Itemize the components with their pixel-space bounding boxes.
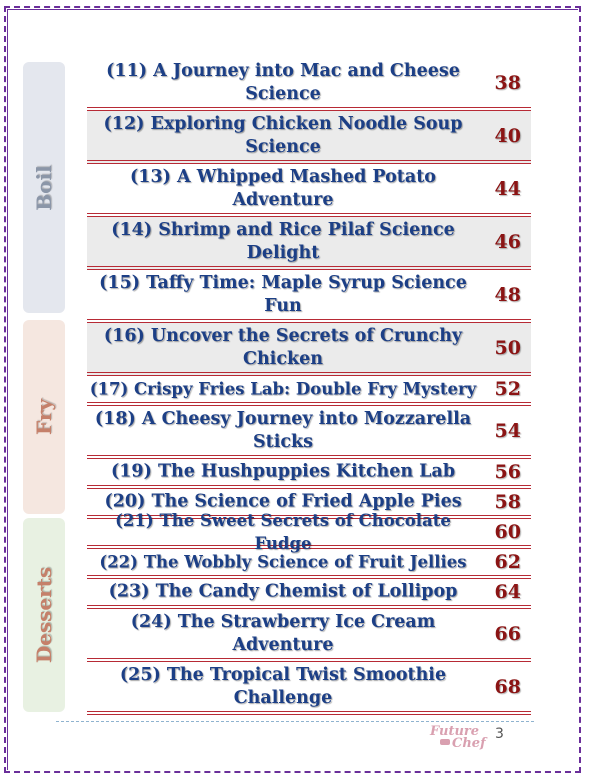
- toc-row[interactable]: [87, 323, 531, 376]
- toc-title: (17) Crispy Fries Lab: Double Fry Mystery: [89, 379, 477, 399]
- toc-title: (22) The Wobbly Science of Fruit Jellies: [99, 552, 467, 572]
- toc-page: 38: [494, 71, 521, 94]
- toc-page: 56: [494, 461, 521, 483]
- toc-page: 54: [494, 419, 521, 442]
- toc-page: 40: [494, 124, 521, 147]
- section-tab-boil: [23, 62, 65, 313]
- section-tab-fry: [23, 320, 65, 514]
- toc-page: 66: [494, 622, 521, 645]
- toc-title: (24) The Strawberry Ice Cream Adventure: [130, 611, 436, 655]
- toc-title: (14) Shrimp and Rice Pilaf Science Delight: [111, 219, 455, 263]
- toc-page: 46: [494, 230, 521, 253]
- section-tab-desserts: [23, 518, 65, 712]
- toc-page: 68: [494, 675, 521, 698]
- toc-title: (20) The Science of Fried Apple Pies: [104, 491, 462, 512]
- page-number: 3: [495, 726, 504, 742]
- toc-page: 58: [494, 491, 521, 513]
- section-label-desserts: Desserts: [32, 566, 56, 664]
- toc-title: (19) The Hushpuppies Kitchen Lab: [110, 461, 456, 482]
- toc-row[interactable]: [87, 376, 531, 406]
- toc-row[interactable]: [87, 549, 531, 579]
- toc-row[interactable]: [87, 609, 531, 662]
- toc-page: 48: [494, 283, 521, 306]
- chef-hat-icon: [440, 739, 450, 745]
- toc-title: (12) Exploring Chicken Noodle Soup Science: [103, 113, 463, 157]
- toc-page: 50: [494, 336, 521, 359]
- toc-title: (11) A Journey into Mac and Cheese Science: [106, 60, 460, 104]
- toc-row[interactable]: [87, 58, 531, 111]
- toc-title: (21) The Sweet Secrets of Chocolate Fudge: [115, 511, 451, 553]
- toc-title: (23) The Candy Chemist of Lollipop: [108, 581, 458, 602]
- section-label-boil: Boil: [32, 164, 56, 211]
- toc-page: 44: [494, 177, 521, 200]
- toc-title: (13) A Whipped Mashed Potato Adventure: [130, 166, 436, 210]
- section-label-fry: Fry: [32, 398, 56, 436]
- footer-divider: [56, 721, 534, 722]
- toc-page: 52: [494, 378, 521, 400]
- toc-row[interactable]: [87, 406, 531, 459]
- future-chef-logo: Future Chef: [430, 724, 486, 751]
- toc-title: (15) Taffy Time: Maple Syrup Science Fun: [99, 272, 467, 316]
- toc-row[interactable]: [87, 270, 531, 323]
- toc-page: 64: [494, 581, 521, 603]
- toc-page: 60: [494, 521, 521, 543]
- toc-row[interactable]: [87, 111, 531, 164]
- toc-title: (16) Uncover the Secrets of Crunchy Chicken: [103, 325, 463, 369]
- toc-row[interactable]: [87, 511, 531, 553]
- toc-row[interactable]: [87, 164, 531, 217]
- toc-row[interactable]: [87, 217, 531, 270]
- toc-row[interactable]: [87, 579, 531, 609]
- toc-title: (25) The Tropical Twist Smoothie Challenge: [119, 664, 447, 708]
- toc-row[interactable]: [87, 459, 531, 489]
- toc-title: (18) A Cheesy Journey into Mozzarella Sticks: [94, 408, 472, 452]
- toc-row[interactable]: [87, 662, 531, 715]
- toc-page: 62: [494, 551, 521, 573]
